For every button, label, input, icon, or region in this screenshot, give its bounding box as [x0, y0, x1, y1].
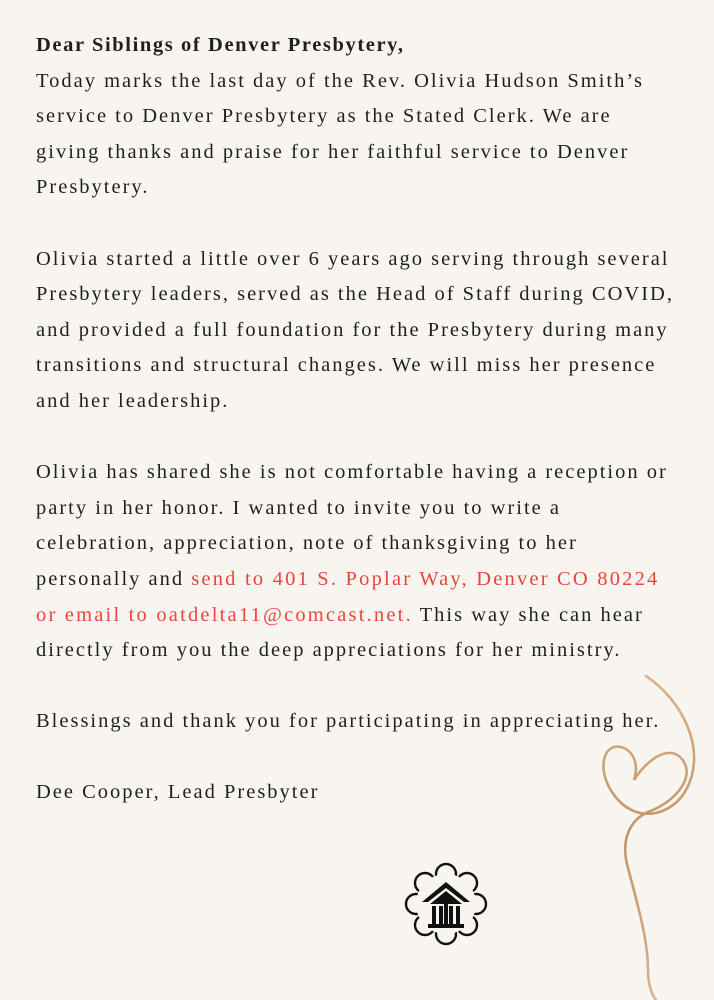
invitation-closing-text: This way she can hear directly from you the deep appreciations for her ministry. — [36, 603, 644, 662]
letter-greeting: Dear Siblings of Denver Presbytery, — [36, 34, 405, 56]
paragraph-olivia-history: Olivia started a little over 6 years ago serving through several Presbytery leaders, served as the Head of Staff during COVID, and provided a full foundation for the Presbytery during many transitions and structural changes. We will miss her presence and her leadership. — [36, 247, 674, 412]
paragraph-invitation — [36, 455, 676, 669]
letter-signature: Dee Cooper, Lead Presbyter — [36, 781, 320, 804]
presbytery-seal-icon — [404, 862, 488, 946]
heart-swirl-icon — [590, 670, 714, 1000]
invitation-text: Olivia has shared she is not comfortable having a reception or party in her honor. I wanted to invite you to write a celebration, appreciation, note of thanksgiving to her personally and — [36, 461, 668, 590]
paragraph-service-thanks: Today marks the last day of the Rev. Olivia Hudson Smith’s service to Denver Presbytery as the Stated Clerk. We are giving thanks and praise for her faithful service to Denver Presbytery. — [36, 69, 645, 199]
contact-address-highlight: send to 401 S. Poplar Way, Denver CO 80224 or email to oatdelta11@comcast.net. — [36, 567, 660, 626]
paragraph-blessings: Blessings and thank you for participating in appreciating her. — [36, 710, 661, 733]
letter-body — [36, 28, 676, 811]
